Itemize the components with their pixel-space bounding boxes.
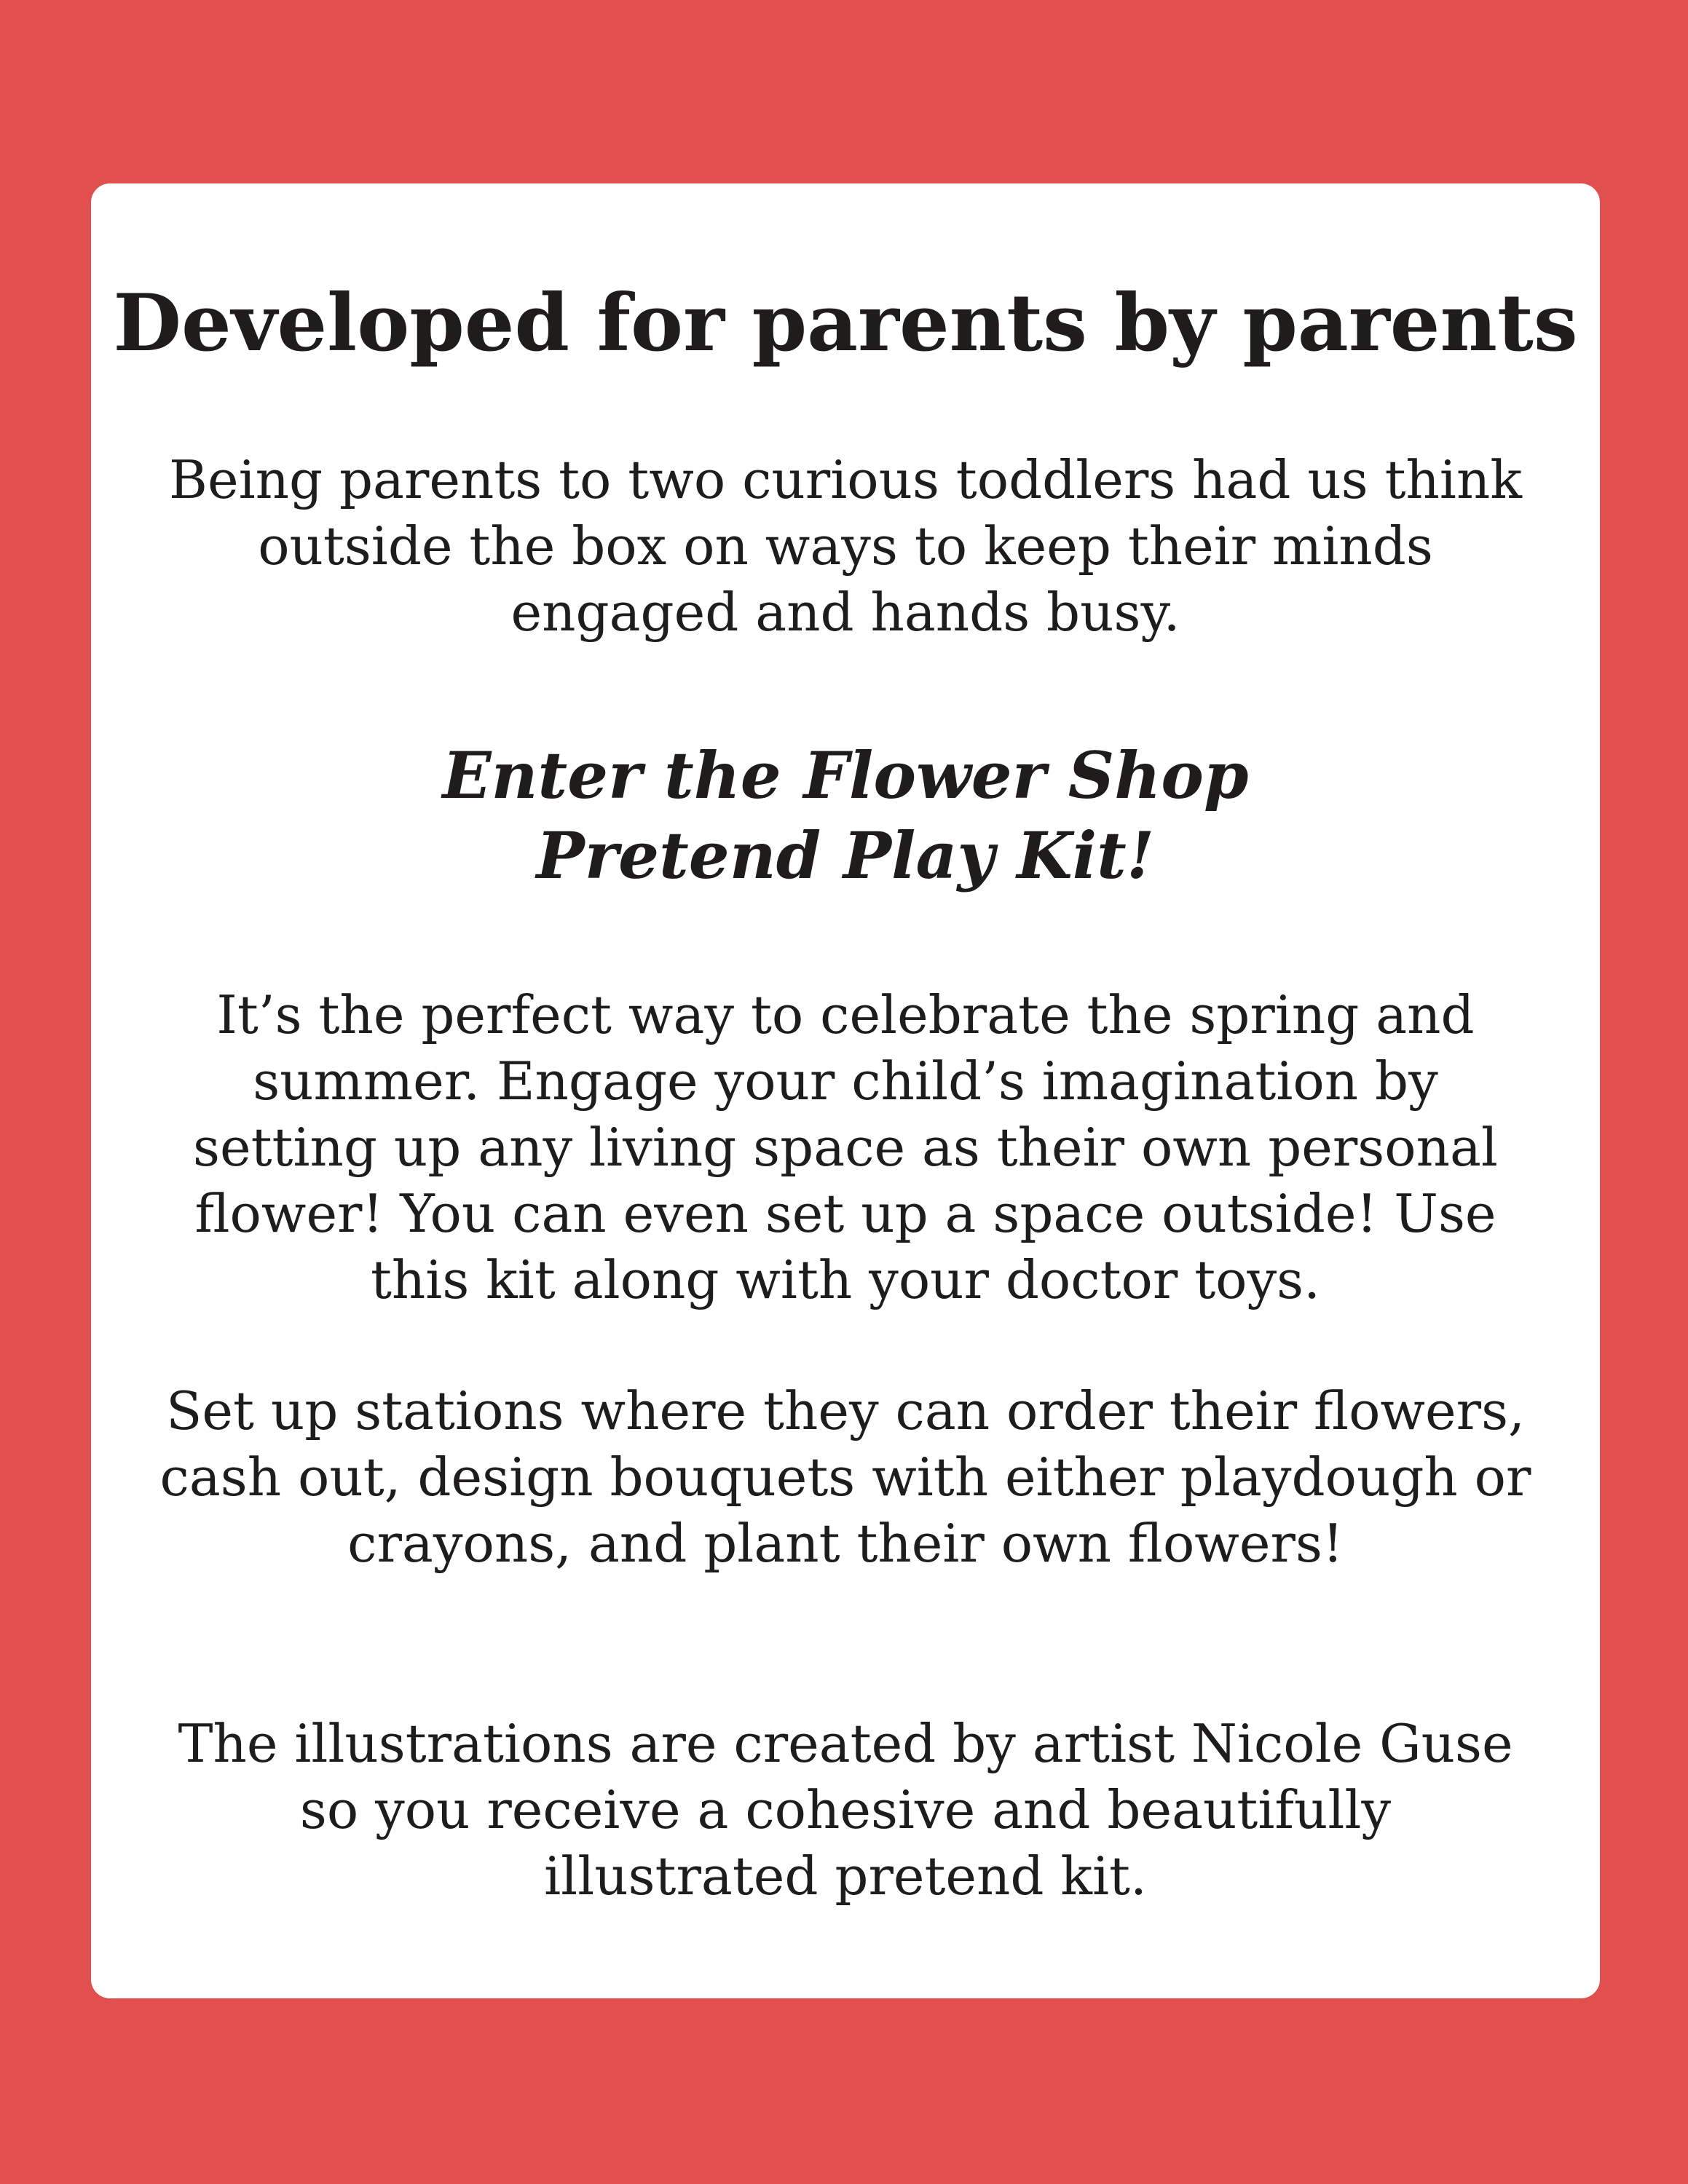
content-card xyxy=(91,183,1600,1998)
celebrate-line: this kit along with your doctor toys. xyxy=(371,1249,1320,1310)
kit-title-line: Pretend Play Kit! xyxy=(536,818,1155,893)
stations-line: crayons, and plant their own flowers! xyxy=(347,1513,1344,1574)
intro-line: engaged and hands busy. xyxy=(510,582,1180,643)
credits-line: The illustrations are created by artist Nicole Guse xyxy=(178,1713,1513,1774)
credits-paragraph xyxy=(135,1711,1556,1910)
kit-title-line: Enter the Flower Shop xyxy=(442,737,1249,813)
stations-paragraph xyxy=(135,1378,1556,1577)
intro-line: Being parents to two curious toddlers had us think xyxy=(169,449,1522,510)
celebrate-line: setting up any living space as their own personal xyxy=(193,1117,1498,1178)
intro-paragraph xyxy=(135,447,1556,646)
page-heading: Developed for parents by parents xyxy=(113,277,1578,369)
celebrate-paragraph xyxy=(135,982,1556,1313)
intro-line: outside the box on ways to keep their minds xyxy=(258,515,1433,577)
credits-line: so you receive a cohesive and beautifully xyxy=(299,1779,1392,1840)
celebrate-line: flower! You can even set up a space outside! Use xyxy=(194,1183,1496,1244)
celebrate-line: It’s the perfect way to celebrate the spring and xyxy=(216,984,1475,1045)
credits-line: illustrated pretend kit. xyxy=(544,1845,1147,1907)
kit-title xyxy=(91,735,1600,895)
stations-line: cash out, design bouquets with either playdough or xyxy=(159,1447,1531,1508)
stations-line: Set up stations where they can order their flowers, xyxy=(166,1380,1525,1441)
celebrate-line: summer. Engage your child’s imagination by xyxy=(253,1051,1438,1112)
